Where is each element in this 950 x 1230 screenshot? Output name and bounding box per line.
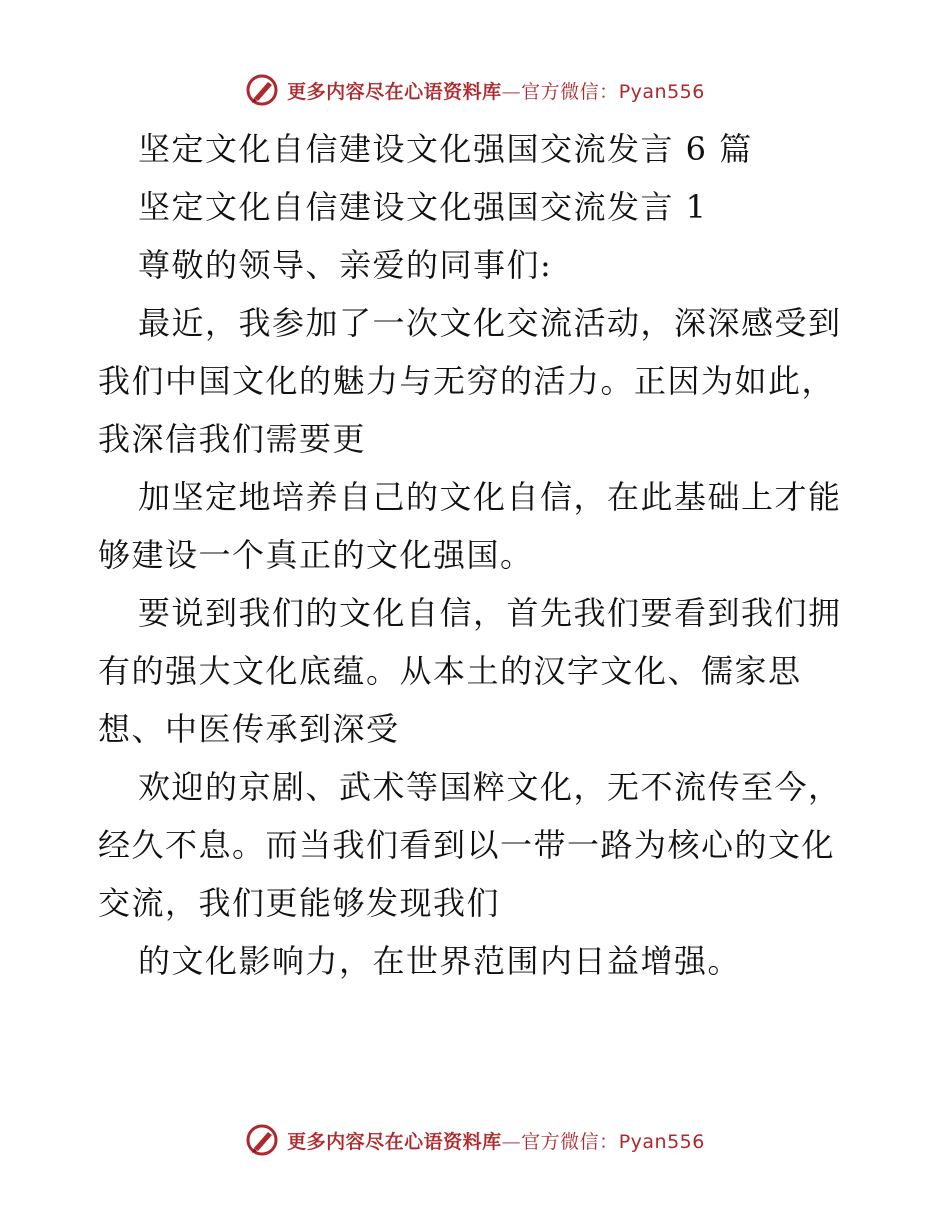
banner-prefix: 更多内容尽在心语资料库 xyxy=(287,1130,502,1153)
salutation: 尊敬的领导、亲爱的同事们: xyxy=(138,246,553,284)
banner-middle: 官方微信： xyxy=(521,80,619,103)
text-line: 要说到我们的文化自信，首先我们要看到我们拥 xyxy=(138,594,842,632)
text-line: 想、中医传承到深受 xyxy=(98,710,400,748)
banner-dash: — xyxy=(501,1130,522,1153)
banner-label xyxy=(287,77,705,104)
footer-banner xyxy=(0,1120,950,1160)
pen-circle-icon xyxy=(245,73,279,107)
header-banner xyxy=(0,70,950,110)
banner-middle: 官方微信： xyxy=(521,1130,619,1153)
pen-circle-icon xyxy=(245,1123,279,1157)
text-line: 最近，我参加了一次文化交流活动，深深感受到 xyxy=(138,304,842,342)
text-line: 的文化影响力，在世界范围内日益增强。 xyxy=(138,942,742,980)
text-line: 经久不息。而当我们看到以一带一路为核心的文化 xyxy=(98,826,836,864)
banner-id: Pyan556 xyxy=(618,80,705,103)
banner-dash: — xyxy=(501,80,522,103)
text-line: 有的强大文化底蕴。从本土的汉字文化、儒家思 xyxy=(98,652,802,690)
text-line: 欢迎的京剧、武术等国粹文化，无不流传至今， xyxy=(138,768,842,806)
text-line: 交流，我们更能够发现我们 xyxy=(98,884,501,922)
document-title: 坚定文化自信建设文化强国交流发言 6 篇 xyxy=(138,130,753,168)
text-line: 加坚定地培养自己的文化自信，在此基础上才能 xyxy=(138,478,842,516)
document-body xyxy=(98,120,858,990)
banner-prefix: 更多内容尽在心语资料库 xyxy=(287,80,502,103)
text-line: 我深信我们需要更 xyxy=(98,420,367,458)
section-heading: 坚定文化自信建设文化强国交流发言 1 xyxy=(138,188,708,226)
banner-label xyxy=(287,1127,705,1154)
text-line: 够建设一个真正的文化强国。 xyxy=(98,536,534,574)
text-line: 我们中国文化的魅力与无穷的活力。正因为如此， xyxy=(98,362,836,400)
banner-id: Pyan556 xyxy=(618,1130,705,1153)
